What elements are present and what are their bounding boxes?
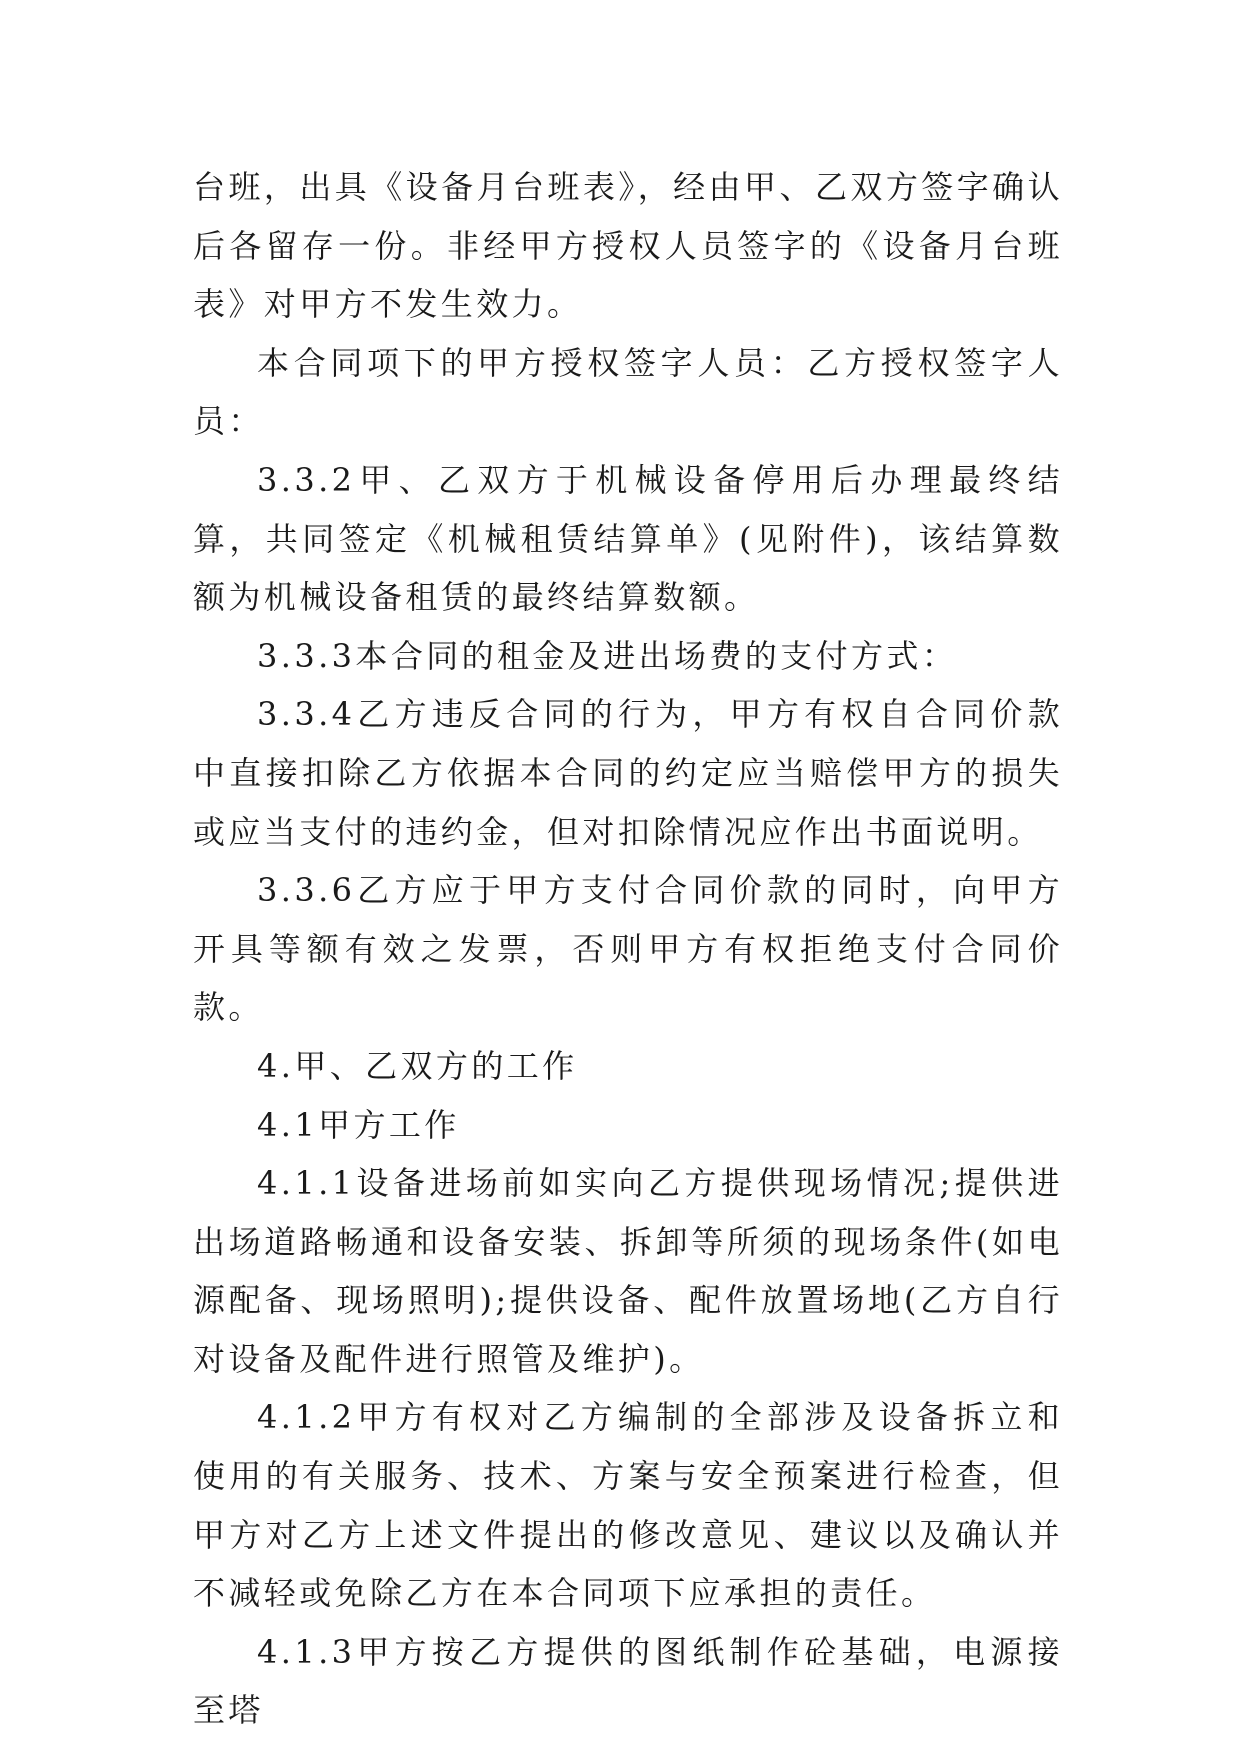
- paragraph-3-3-3: 3.3.3本合同的租金及进出场费的支付方式：: [257, 636, 958, 675]
- document-body: [193, 158, 1063, 1740]
- paragraph-shift-report: 台班，出具《设备月台班表》，经由甲、乙双方签字确认后各留存一份。非经甲方授权人员签字的《设备月台班表》对甲方不发生效力。: [193, 168, 1063, 324]
- paragraph-3-3-2: 3.3.2甲、乙双方于机械设备停用后办理最终结算，共同签定《机械租赁结算单》(见附件)，该结算数额为机械设备租赁的最终结算数额。: [193, 460, 1063, 617]
- paragraph-3-3-4: 3.3.4乙方违反合同的行为，甲方有权自合同价款中直接扣除乙方依据本合同的约定应当赔偿甲方的损失或应当支付的违约金，但对扣除情况应作出书面说明。: [193, 695, 1063, 851]
- paragraph-4-1-3: 4.1.3甲方按乙方提供的图纸制作砼基础，电源接至塔: [193, 1632, 1063, 1730]
- paragraph-authorized-signers: 本合同项下的甲方授权签字人员：乙方授权签字人员：: [193, 343, 1063, 441]
- paragraph-4-1-1: 4.1.1设备进场前如实向乙方提供现场情况;提供进出场道路畅通和设备安装、拆卸等所须的现场条件(如电源配备、现场照明);提供设备、配件放置场地(乙方自行对设备及配件进行照管及维护)。: [193, 1164, 1063, 1378]
- paragraph-3-3-6: 3.3.6乙方应于甲方支付合同价款的同时，向甲方开具等额有效之发票，否则甲方有权拒绝支付合同价款。: [193, 871, 1063, 1027]
- heading-section-4-1: 4.1甲方工作: [257, 1105, 460, 1144]
- heading-section-4: 4.甲、乙双方的工作: [257, 1046, 578, 1085]
- paragraph-4-1-2: 4.1.2甲方有权对乙方编制的全部涉及设备拆立和使用的有关服务、技术、方案与安全预案进行检查，但甲方对乙方上述文件提出的修改意见、建议以及确认并不减轻或免除乙方在本合同项下应承担的责任。: [193, 1398, 1063, 1613]
